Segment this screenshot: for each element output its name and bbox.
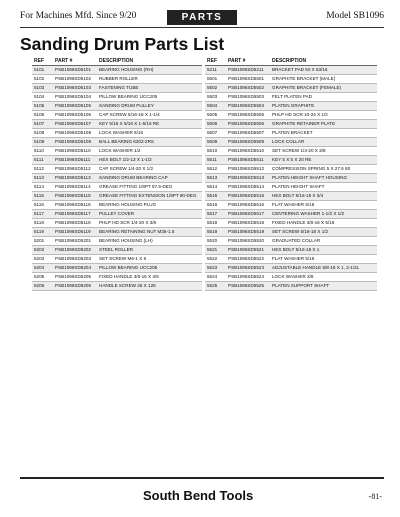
table-row	[32, 156, 202, 165]
part-number-cell: PSB1096SD5109	[53, 138, 97, 147]
description-cell: KEY 5/16 X 5/16 X 1-5/16 RE	[97, 120, 202, 129]
description-cell: GRADUATED COLLAR	[270, 237, 377, 246]
part-number-cell: PSB1096SD5112	[53, 165, 97, 174]
ref-cell: 5102	[32, 75, 53, 84]
part-number-cell: PSB1096SD5102	[53, 75, 97, 84]
description-cell: GRAPHITE BRACKET (FEMALE)	[270, 84, 377, 93]
page-header	[20, 10, 384, 26]
description-cell: SET SCREW 5/16-18 X 1/2	[270, 228, 377, 237]
part-number-cell: PSB1096SD5204	[53, 264, 97, 273]
part-number-cell: PSB1096SD5104	[53, 93, 97, 102]
page-title: Sanding Drum Parts List	[20, 34, 225, 54]
description-cell: GRAPHITE BRACKET (MALE)	[270, 75, 377, 84]
table-row	[32, 201, 202, 210]
description-cell: PLATEN GRAPHITE	[270, 102, 377, 111]
ref-cell: 5115	[32, 192, 53, 201]
table-row	[32, 165, 202, 174]
part-number-cell: PSB1096SD5111	[53, 156, 97, 165]
description-cell: BEARING RETAINING NUT M35-1.5	[97, 228, 202, 237]
description-cell: BEARING HOUSING (LH)	[97, 237, 202, 246]
ref-cell: 5101	[32, 66, 53, 75]
ref-cell: 5505	[205, 111, 226, 120]
ref-cell: 5117	[32, 210, 53, 219]
part-number-cell: PSB1096SD5524	[226, 273, 270, 282]
page-number: -81-	[368, 492, 382, 501]
table-row	[205, 228, 377, 237]
table-row	[205, 75, 377, 84]
ref-cell: 5116	[32, 201, 53, 210]
ref-cell: 5211	[205, 66, 226, 75]
ref-cell: 5510	[205, 147, 226, 156]
ref-cell: 5521	[205, 246, 226, 255]
table-row	[32, 102, 202, 111]
table-row	[205, 273, 377, 282]
part-number-cell: PSB1096SD5103	[53, 84, 97, 93]
description-cell: HEX BOLT 5/16-18 X 1	[270, 246, 377, 255]
description-cell: SET SCREW M6-1 X 6	[97, 255, 202, 264]
table-row	[32, 111, 202, 120]
table-row	[32, 129, 202, 138]
part-number-cell: PSB1096SD5115	[53, 192, 97, 201]
ref-cell: 5518	[205, 219, 226, 228]
description-cell: LOCK COLLAR	[270, 138, 377, 147]
ref-cell: 5110	[32, 147, 53, 156]
description-cell: CAP SCREW 1/4-20 X 1/2	[97, 165, 202, 174]
part-number-cell: PSB1096SD5101	[53, 66, 97, 75]
ref-cell: 5503	[205, 93, 226, 102]
table-row	[205, 282, 377, 291]
ref-cell: 5515	[205, 192, 226, 201]
description-cell: BEARING HOUSING PLUG	[97, 201, 202, 210]
description-cell: FELT PLATEN PAD	[270, 93, 377, 102]
table-row	[205, 120, 377, 129]
part-number-cell: PSB1096SD5520	[226, 237, 270, 246]
part-number-cell: PSB1096SD5117	[53, 210, 97, 219]
table-row	[205, 147, 377, 156]
part-number-cell: PSB1096SD5517	[226, 210, 270, 219]
description-cell: PHLP HD SCR 1/4-20 X 3/8	[97, 219, 202, 228]
ref-cell: 5109	[32, 138, 53, 147]
description-cell: FLAT WASHER 5/16	[270, 201, 377, 210]
part-number-cell: PSB1096SD5522	[226, 255, 270, 264]
col-desc-header: DESCRIPTION	[270, 56, 377, 66]
part-number-cell: PSB1096SD5506	[226, 120, 270, 129]
ref-cell: 5114	[32, 183, 53, 192]
ref-cell: 5206	[32, 282, 53, 291]
part-number-cell: PSB1096SD5523	[226, 264, 270, 273]
table-row	[32, 246, 202, 255]
table-row	[32, 75, 202, 84]
description-cell: RUBBER ROLLER	[97, 75, 202, 84]
table-row	[205, 219, 377, 228]
table-row	[32, 237, 202, 246]
footer-rule	[20, 477, 384, 479]
part-number-cell: PSB1096SD5507	[226, 129, 270, 138]
description-cell: COMPRESSION SPRING 5 X 27.5 60	[270, 165, 377, 174]
part-number-cell: PSB1096SD5205	[53, 273, 97, 282]
part-number-cell: PSB1096SD5514	[226, 183, 270, 192]
table-row	[32, 174, 202, 183]
part-number-cell: PSB1096SD5521	[226, 246, 270, 255]
part-number-cell: PSB1096SD5518	[226, 219, 270, 228]
header-rule	[20, 27, 384, 28]
ref-cell: 5205	[32, 273, 53, 282]
description-cell: KEY 5 X 5 X 20 RE	[270, 156, 377, 165]
ref-cell: 5506	[205, 120, 226, 129]
table-row	[205, 237, 377, 246]
table-row	[32, 228, 202, 237]
description-cell: PLATEN SUPPORT SHAFT	[270, 282, 377, 291]
part-number-cell: PSB1096SD5110	[53, 147, 97, 156]
table-row	[32, 93, 202, 102]
description-cell: FIXED HANDLE 3/8-16 X 3/8	[97, 273, 202, 282]
ref-cell: 5513	[205, 174, 226, 183]
table-row	[205, 129, 377, 138]
description-cell: PULLEY COVER	[97, 210, 202, 219]
description-cell: LOCK WASHER 3/8	[270, 273, 377, 282]
col-part-header: PART #	[226, 56, 270, 66]
table-row	[32, 210, 202, 219]
section-badge: PARTS	[167, 10, 237, 25]
table-row	[205, 93, 377, 102]
table-row	[205, 174, 377, 183]
col-desc-header: DESCRIPTION	[97, 56, 202, 66]
description-cell: BALL BEARING 6202-2RS	[97, 138, 202, 147]
part-number-cell: PSB1096SD5116	[53, 201, 97, 210]
part-number-cell: PSB1096SD5106	[53, 111, 97, 120]
col-ref-header: REF	[32, 56, 53, 66]
ref-cell: 5517	[205, 210, 226, 219]
table-row	[32, 138, 202, 147]
part-number-cell: PSB1096SD5525	[226, 282, 270, 291]
description-cell: SANDING DRUM BEARING CAP	[97, 174, 202, 183]
part-number-cell: PSB1096SD5202	[53, 246, 97, 255]
description-cell: GRAPHITE RETAINER PLATE	[270, 120, 377, 129]
part-number-cell: PSB1096SD5519	[226, 228, 270, 237]
part-number-cell: PSB1096SD5515	[226, 192, 270, 201]
ref-cell: 5507	[205, 129, 226, 138]
part-number-cell: PSB1096SD5502	[226, 84, 270, 93]
ref-cell: 5118	[32, 219, 53, 228]
description-cell: SANDING DRUM PULLEY	[97, 102, 202, 111]
table-row	[205, 84, 377, 93]
part-number-cell: PSB1096SD5511	[226, 156, 270, 165]
description-cell: LOCK WASHER 1/2	[97, 147, 202, 156]
model-number: Model SB1096	[326, 11, 384, 21]
table-row	[205, 183, 377, 192]
ref-cell: 5111	[32, 156, 53, 165]
table-row	[205, 201, 377, 210]
part-number-cell: PSB1096SD5119	[53, 228, 97, 237]
table-row	[32, 282, 202, 291]
ref-cell: 5504	[205, 102, 226, 111]
ref-cell: 5108	[32, 129, 53, 138]
part-number-cell: PSB1096SD5108	[53, 129, 97, 138]
table-row	[205, 138, 377, 147]
ref-cell: 5104	[32, 93, 53, 102]
ref-cell: 5119	[32, 228, 53, 237]
ref-cell: 5501	[205, 75, 226, 84]
table-row	[205, 102, 377, 111]
ref-cell: 5520	[205, 237, 226, 246]
description-cell: PILLOW BEARING UCC205	[97, 93, 202, 102]
description-cell: HEX BOLT 5/16-18 X 3/4	[270, 192, 377, 201]
part-number-cell: PSB1096SD5509	[226, 138, 270, 147]
part-number-cell: PSB1096SD5510	[226, 147, 270, 156]
table-header-row	[205, 56, 377, 66]
table-row	[32, 120, 202, 129]
part-number-cell: PSB1096SD5203	[53, 255, 97, 264]
part-number-cell: PSB1096SD5105	[53, 102, 97, 111]
part-number-cell: PSB1096SD5501	[226, 75, 270, 84]
ref-cell: 5113	[32, 174, 53, 183]
part-number-cell: PSB1096SD5211	[226, 66, 270, 75]
table-row	[32, 66, 202, 75]
brand-logo-text: South Bend Tools	[143, 488, 254, 503]
description-cell: SET SCREW 1/4-20 X 3/8	[270, 147, 377, 156]
description-cell: FIXED HANDLE 3/8-16 X 5/16	[270, 219, 377, 228]
part-number-cell: PSB1096SD5107	[53, 120, 97, 129]
table-row	[32, 273, 202, 282]
ref-cell: 5203	[32, 255, 53, 264]
part-number-cell: PSB1096SD5118	[53, 219, 97, 228]
ref-cell: 5525	[205, 282, 226, 291]
table-row	[205, 111, 377, 120]
description-cell: GREASE FITTING 1/8PT 67.5-DEG	[97, 183, 202, 192]
table-row	[205, 210, 377, 219]
part-number-cell: PSB1096SD5504	[226, 102, 270, 111]
ref-cell: 5519	[205, 228, 226, 237]
description-cell: FLAT WASHER 5/16	[270, 255, 377, 264]
ref-cell: 5509	[205, 138, 226, 147]
ref-cell: 5512	[205, 165, 226, 174]
ref-cell: 5106	[32, 111, 53, 120]
table-row	[32, 192, 202, 201]
ref-cell: 5112	[32, 165, 53, 174]
table-row	[205, 192, 377, 201]
table-row	[205, 66, 377, 75]
description-cell: PLATEN HEIGHT SHAFT HOUSING	[270, 174, 377, 183]
table-row	[32, 84, 202, 93]
ref-cell: 5105	[32, 102, 53, 111]
ref-cell: 5202	[32, 246, 53, 255]
part-number-cell: PSB1096SD5503	[226, 93, 270, 102]
description-cell: LOCK WASHER 5/16	[97, 129, 202, 138]
ref-cell: 5204	[32, 264, 53, 273]
ref-cell: 5524	[205, 273, 226, 282]
description-cell: PLATEN HEIGHT SHAFT	[270, 183, 377, 192]
description-cell: CAP SCREW 5/16-18 X 1-1/4	[97, 111, 202, 120]
table-row	[205, 264, 377, 273]
part-number-cell: PSB1096SD5113	[53, 174, 97, 183]
ref-cell: 5107	[32, 120, 53, 129]
parts-table-right	[205, 56, 377, 291]
table-row	[32, 219, 202, 228]
ref-cell: 5523	[205, 264, 226, 273]
ref-cell: 5516	[205, 201, 226, 210]
parts-table-left	[32, 56, 202, 291]
part-number-cell: PSB1096SD5201	[53, 237, 97, 246]
machine-date-note: For Machines Mfd. Since 9/20	[20, 11, 137, 21]
part-number-cell: PSB1096SD5513	[226, 174, 270, 183]
table-row	[32, 147, 202, 156]
ref-cell: 5502	[205, 84, 226, 93]
description-cell: FASTENING TUBE	[97, 84, 202, 93]
description-cell: HEX BOLT 1/2-13 X 1-1/2	[97, 156, 202, 165]
table-header-row	[32, 56, 202, 66]
description-cell: PLATEN BRACKET	[270, 129, 377, 138]
ref-cell: 5522	[205, 255, 226, 264]
description-cell: GREASE FITTING EXTENSION 1/8PT 90-DEG	[97, 192, 202, 201]
col-ref-header: REF	[205, 56, 226, 66]
table-row	[32, 255, 202, 264]
description-cell: PILLOW BEARING UCC205	[97, 264, 202, 273]
part-number-cell: PSB1096SD5516	[226, 201, 270, 210]
description-cell: CENTERING WASHER 1-1/2 X 1/2	[270, 210, 377, 219]
table-row	[205, 156, 377, 165]
table-row	[32, 183, 202, 192]
description-cell: STEEL ROLLER	[97, 246, 202, 255]
ref-cell: 5201	[32, 237, 53, 246]
description-cell: HANDLE SCREW 25 X 125	[97, 282, 202, 291]
table-row	[205, 246, 377, 255]
description-cell: PHLP HD SCR 10-24 X 1/2	[270, 111, 377, 120]
ref-cell: 5511	[205, 156, 226, 165]
table-row	[205, 255, 377, 264]
part-number-cell: PSB1096SD5206	[53, 282, 97, 291]
col-part-header: PART #	[53, 56, 97, 66]
table-row	[32, 264, 202, 273]
description-cell: BEARING HOUSING (RH)	[97, 66, 202, 75]
part-number-cell: PSB1096SD5512	[226, 165, 270, 174]
ref-cell: 5103	[32, 84, 53, 93]
table-row	[205, 165, 377, 174]
ref-cell: 5514	[205, 183, 226, 192]
part-number-cell: PSB1096SD5505	[226, 111, 270, 120]
part-number-cell: PSB1096SD5114	[53, 183, 97, 192]
description-cell: ADJUSTABLE HANDLE 5/8-18 X 1, 2-1/2L	[270, 264, 377, 273]
description-cell: BRACKET PAD 50 X 53/16	[270, 66, 377, 75]
